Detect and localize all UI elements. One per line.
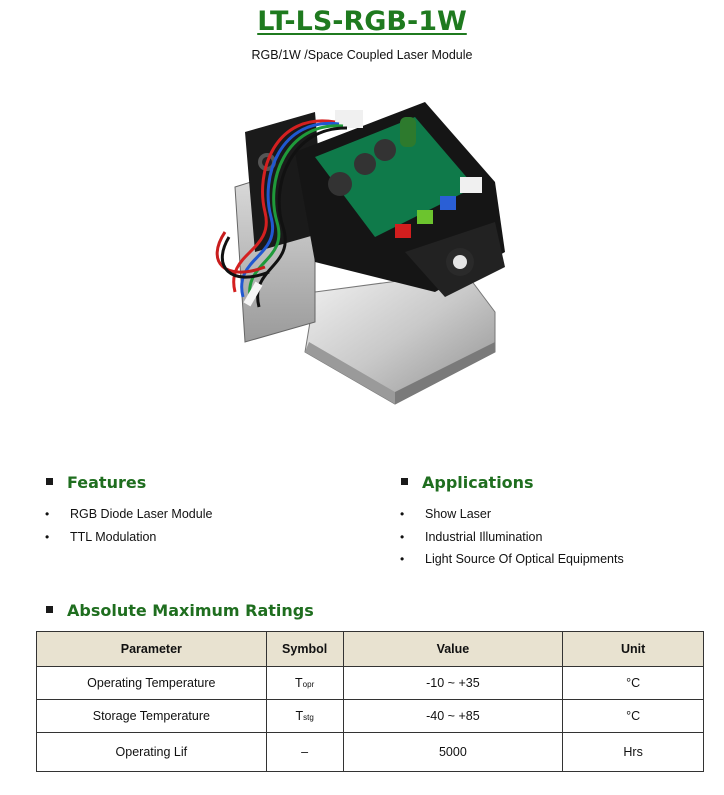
table-row [37,700,704,733]
unit-cell: °C [563,700,704,733]
value-cell: -10 ~ +35 [343,667,563,700]
ratings-heading: Absolute Maximum Ratings [46,601,314,620]
product-photo [205,92,525,410]
page-subtitle: RGB/1W /Space Coupled Laser Module [251,48,473,62]
list-item: • Light Source Of Optical Equipments [397,550,717,573]
symbol-cell: Topr [266,667,343,700]
unit-cell: °C [563,667,704,700]
symbol-cell: – [266,733,343,772]
value-cell: 5000 [343,733,563,772]
list-item: • RGB Diode Laser Module [42,505,342,528]
applications-list [397,505,717,573]
column-header: Unit [563,632,704,667]
bullet-square-icon [46,606,53,613]
ratings-table [36,631,704,772]
column-header: Symbol [266,632,343,667]
column-header: Parameter [37,632,267,667]
list-item: • Show Laser [397,505,717,528]
parameter-cell: Operating Temperature [37,667,267,700]
applications-heading: Applications [401,473,534,492]
bullet-square-icon [401,478,408,485]
table-row [37,733,704,772]
table-header-row [37,632,704,667]
column-header: Value [343,632,563,667]
parameter-cell: Storage Temperature [37,700,267,733]
symbol-cell: Tstg [266,700,343,733]
features-list [42,505,342,550]
value-cell: -40 ~ +85 [343,700,563,733]
page-title: LT-LS-RGB-1W [257,6,467,37]
bullet-square-icon [46,478,53,485]
table-row [37,667,704,700]
list-item: • Industrial Illumination [397,528,717,551]
unit-cell: Hrs [563,733,704,772]
list-item: • TTL Modulation [42,528,342,551]
features-heading: Features [46,473,146,492]
parameter-cell: Operating Lif [37,733,267,772]
